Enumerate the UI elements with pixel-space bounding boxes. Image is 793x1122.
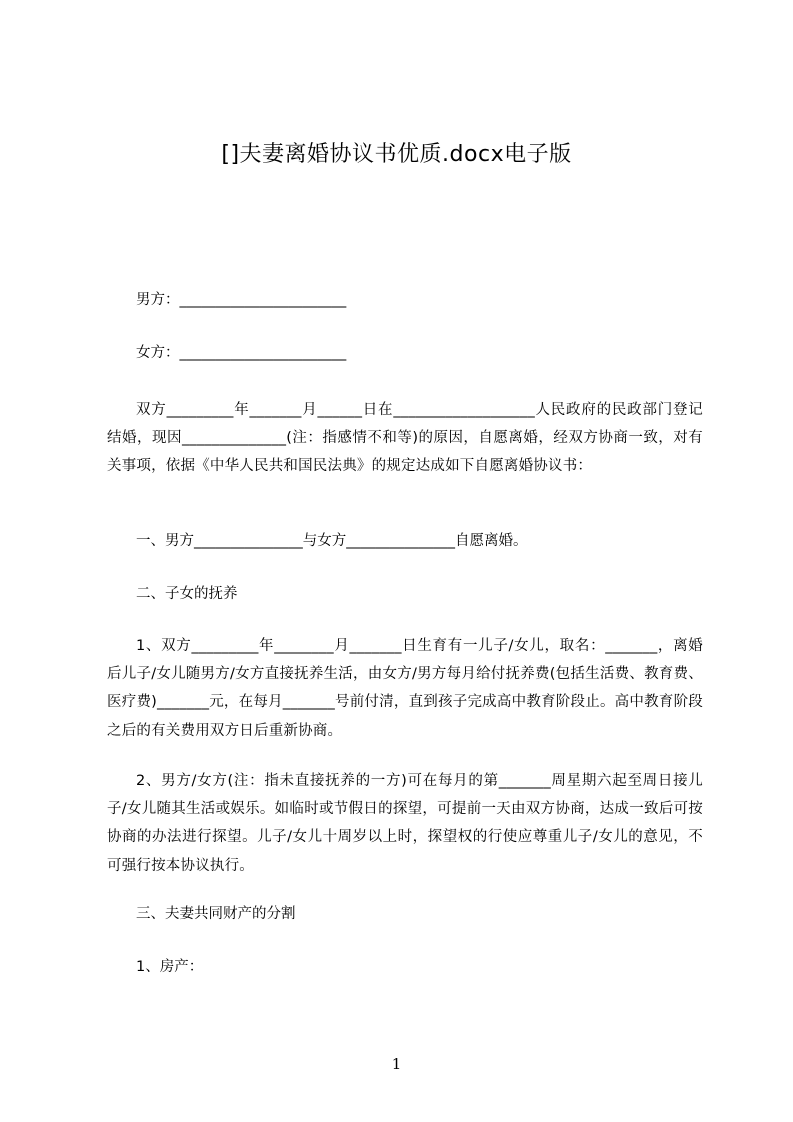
clause-1-line: 一、男方_______________与女方_______________自愿离婚。 [136,533,528,549]
clause-3-1-line: 1、房产： [136,959,204,975]
clause-2-1-paragraph: 1、双方_________年________月_______日生育有一儿子/女儿，取名：_______，离婚后儿子/女儿随男方/女方直接抚养生活，由女方/男方每月给付抚养费(包括生活费、教育费、医疗费)_______元，在每月_______号前付清，直到孩子完成高中教育阶段止。高中教育阶段之后的有关费用双方日后重新协商。 [107,638,703,739]
clause-3-heading: 三、夫妻共同财产的分割 [136,906,296,922]
preamble-paragraph: 双方_________年_______月______日在___________________人民政府的民政部门登记结婚，现因______________(注：指感情不和等)的原因，自愿离婚，经双方协商一致，对有关事项，依据《中华人民共和国民法典》的规定达成如下自愿离婚协议书： [107,402,703,475]
party-wife-line: 女方：_______________________ [136,345,347,361]
party-husband-line: 男方：_______________________ [136,292,347,308]
page-number: 1 [391,1055,402,1073]
clause-2-2-paragraph: 2、男方/女方(注：指未直接抚养的一方)可在每月的第_______周星期六起至周日接儿子/女儿随其生活或娱乐。如临时或节假日的探望，可提前一天由双方协商，达成一致后可按协商的办法进行探望。儿子/女儿十周岁以上时，探望权的行使应尊重儿子/女儿的意见，不可强行按本协议执行。 [107,773,703,874]
document-title: []夫妻离婚协议书优质.docx电子版 [221,142,572,167]
clause-2-heading: 二、子女的抚养 [136,586,238,602]
